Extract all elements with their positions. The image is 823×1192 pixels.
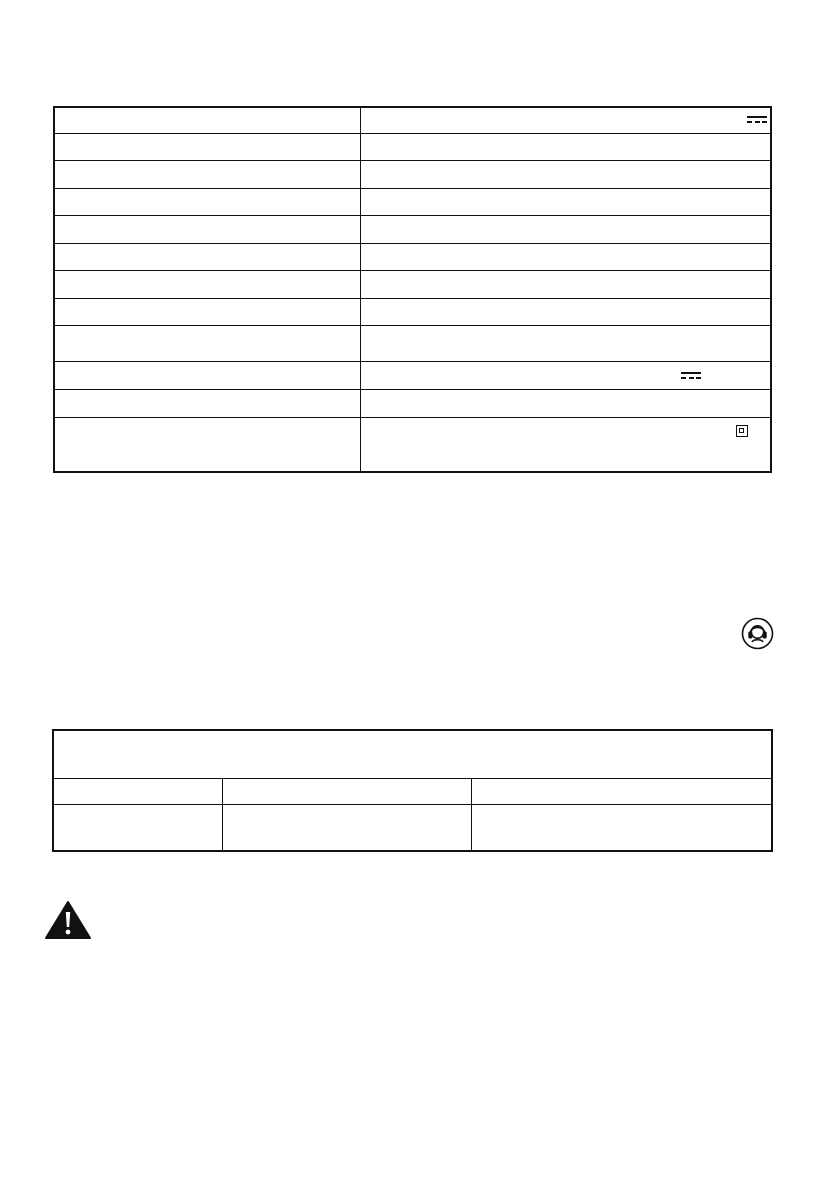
table-cell: [472, 805, 771, 850]
spec-label: [61, 418, 356, 444]
spec-label: [61, 326, 356, 361]
spec-label: [61, 134, 356, 160]
spec-value: [367, 390, 764, 417]
spec-value: [367, 134, 764, 160]
warning-triangle-icon: [44, 900, 92, 940]
table-row: [55, 418, 770, 471]
column-header: [223, 779, 471, 804]
spec-label: [61, 161, 356, 188]
column-header: [54, 779, 222, 804]
spec-label: [61, 362, 356, 389]
dc-icon: [681, 372, 701, 380]
spec-label: [61, 271, 356, 298]
table-row: [55, 134, 770, 161]
spec-value: [367, 271, 764, 298]
class-ii-icon: [736, 425, 748, 437]
table-row: [55, 271, 770, 299]
spec-value: [367, 244, 764, 270]
table-row: [55, 189, 770, 216]
spec-value: [367, 216, 764, 243]
ear-protection-icon: [741, 617, 774, 650]
spec-value: [367, 418, 764, 444]
spec-value: [367, 189, 764, 215]
table-row: [55, 108, 770, 134]
specifications-table: [53, 106, 772, 473]
table-cell: [223, 805, 471, 850]
spec-label: [61, 299, 356, 325]
table-row: [54, 805, 771, 850]
table-row: [55, 299, 770, 326]
spec-label: [61, 216, 356, 243]
spec-label: [61, 108, 356, 133]
dc-icon: [747, 116, 767, 124]
spec-value: [367, 299, 764, 325]
table-row: [55, 390, 770, 418]
spec-value: [367, 161, 764, 188]
table-row: [55, 326, 770, 362]
spec-value: [367, 108, 764, 133]
table-row: [55, 362, 770, 390]
spec-value: [367, 326, 764, 361]
spec-label: [61, 244, 356, 270]
column-divider: [222, 779, 223, 850]
noise-table-column-row: [54, 779, 771, 805]
table-cell: [54, 805, 222, 850]
table-row: [55, 216, 770, 244]
table-row: [55, 161, 770, 189]
spec-label: [61, 390, 356, 417]
spec-value: [367, 362, 764, 389]
column-header: [472, 779, 771, 804]
noise-values-table: [52, 729, 773, 852]
spec-label: [61, 189, 356, 215]
table-row: [55, 244, 770, 271]
column-divider: [471, 779, 472, 850]
noise-table-header: [54, 731, 771, 779]
